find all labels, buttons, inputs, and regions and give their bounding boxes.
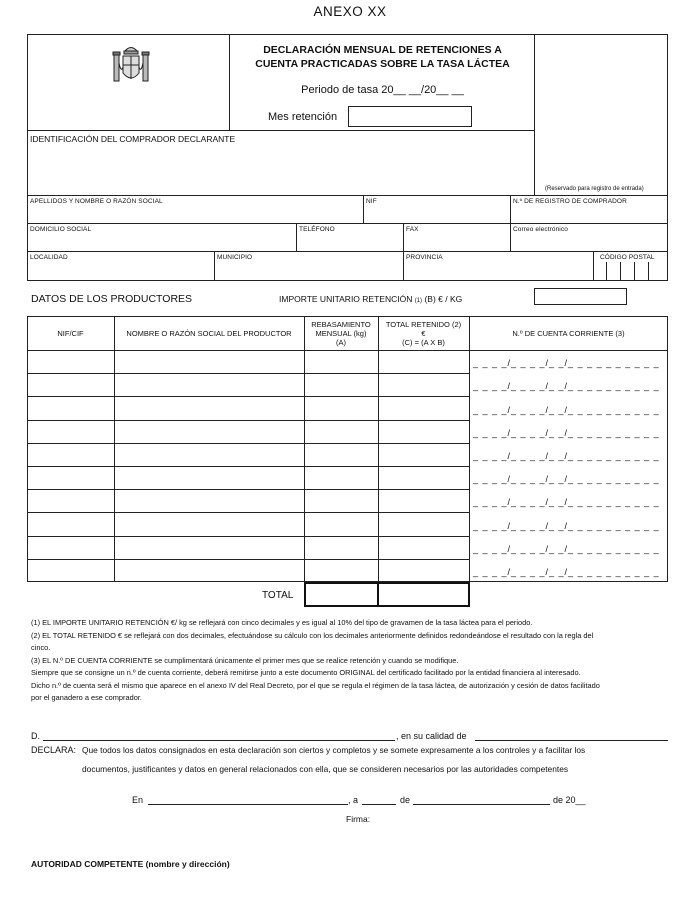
municipality-input[interactable] — [215, 263, 402, 280]
retained-cell[interactable] — [378, 373, 469, 396]
retained-cell[interactable] — [378, 466, 469, 489]
account-number-field[interactable]: _ _ _ _/_ _ _ _/_ _/_ _ _ _ _ _ _ _ _ _ — [473, 497, 660, 508]
account-number-field[interactable]: _ _ _ _/_ _ _ _/_ _/_ _ _ _ _ _ _ _ _ _ — [473, 450, 660, 461]
retained-cell[interactable] — [378, 443, 469, 466]
signature-area[interactable] — [250, 826, 470, 850]
unit-retention-suffix: (B) € / KG — [424, 294, 463, 304]
table-row — [27, 396, 668, 419]
excess-cell[interactable] — [304, 536, 378, 559]
unit-retention-prefix: IMPORTE UNITARIO RETENCIÓN — [279, 294, 413, 304]
table-row — [27, 512, 668, 535]
email-field-label: Correo electrónico — [513, 226, 568, 233]
col-header-excess-l2: MENSUAL (kg) — [315, 329, 367, 338]
declares-line2: documentos, justificantes y datos en general relacionados con ella, que se consideren necesarios por las autoridades competentes — [82, 764, 569, 774]
account-number-field[interactable]: _ _ _ _/_ _ _ _/_ _/_ _ _ _ _ _ _ _ _ _ — [473, 520, 660, 531]
unit-retention-input[interactable] — [534, 288, 627, 305]
month-input[interactable] — [413, 795, 550, 805]
phone-input[interactable] — [297, 235, 402, 250]
note-1: (1) EL IMPORTE UNITARIO RETENCIÓN €/ kg se reflejará con cinco decimales y es igual al 10% del tipo de gravamen de la tasa láctea para el periodo. — [31, 618, 533, 627]
day-label: , a — [348, 795, 359, 805]
retained-cell[interactable] — [378, 536, 469, 559]
registry-input[interactable] — [511, 207, 667, 222]
account-number-field[interactable]: _ _ _ _/_ _ _ _/_ _/_ _ _ _ _ _ _ _ _ _ — [473, 543, 660, 554]
row-rule-3 — [27, 251, 668, 252]
buyer-section-heading: IDENTIFICACIÓN DEL COMPRADOR DECLARANTE — [30, 134, 236, 144]
nif-cell[interactable] — [27, 489, 114, 512]
table-row — [27, 536, 668, 559]
table-row — [27, 443, 668, 466]
table-row — [27, 489, 668, 512]
nif-cell[interactable] — [27, 420, 114, 443]
year-label: de 20__ — [553, 795, 586, 805]
nif-cell[interactable] — [27, 559, 114, 582]
nif-cell[interactable] — [27, 512, 114, 535]
nif-field-label: NIF — [366, 198, 377, 205]
tax-period: Periodo de tasa 20__ __/20__ __ — [301, 84, 464, 96]
capacity-input[interactable] — [475, 731, 668, 741]
reserved-registry-note: (Reservado para registro de entrada) — [545, 186, 644, 192]
note-2b: cinco. — [31, 643, 51, 652]
excess-cell[interactable] — [304, 420, 378, 443]
name-field-label: APELLIDOS Y NOMBRE O RAZÓN SOCIAL — [30, 198, 163, 205]
producer-name-cell[interactable] — [114, 420, 304, 443]
col-header-total-l2: € — [421, 329, 426, 338]
account-number-field[interactable]: _ _ _ _/_ _ _ _/_ _/_ _ _ _ _ _ _ _ _ _ — [473, 427, 660, 438]
producer-name-cell[interactable] — [114, 536, 304, 559]
excess-cell[interactable] — [304, 443, 378, 466]
fax-input[interactable] — [404, 235, 509, 250]
nif-cell[interactable] — [27, 536, 114, 559]
excess-cell[interactable] — [304, 350, 378, 373]
place-input[interactable] — [148, 795, 348, 805]
declares-label: DECLARA: — [31, 745, 77, 755]
name-input[interactable] — [28, 207, 362, 222]
col-header-nif: NIF/CIF — [57, 329, 84, 338]
capacity-label: , en su calidad de — [396, 731, 467, 741]
account-number-field[interactable]: _ _ _ _/_ _ _ _/_ _/_ _ _ _ _ _ _ _ _ _ — [473, 404, 660, 415]
nif-cell[interactable] — [27, 350, 114, 373]
annex-title: ANEXO XX — [313, 4, 387, 19]
total-excess-input[interactable] — [306, 584, 376, 605]
row-rule-2 — [27, 223, 668, 224]
total-retained-input[interactable] — [380, 584, 468, 605]
retained-cell[interactable] — [378, 350, 469, 373]
retained-cell[interactable] — [378, 420, 469, 443]
col-header-excess-l1: REBASAMIENTO — [311, 320, 371, 329]
excess-cell[interactable] — [304, 396, 378, 419]
email-input[interactable] — [511, 235, 667, 250]
table-row — [27, 373, 668, 396]
col-header-total-l1: TOTAL RETENIDO (2) — [385, 320, 462, 329]
postal-code-input[interactable] — [594, 263, 667, 280]
col-header-total — [378, 320, 469, 347]
notes-block — [31, 617, 671, 705]
form-title-line1: DECLARACIÓN MENSUAL DE RETENCIONES A — [263, 44, 502, 56]
province-field-label: PROVINCIA — [406, 254, 443, 261]
excess-cell[interactable] — [304, 373, 378, 396]
nif-cell[interactable] — [27, 373, 114, 396]
col-header-excess — [304, 320, 378, 347]
excess-cell[interactable] — [304, 466, 378, 489]
declarant-name-input[interactable] — [43, 731, 395, 741]
table-row — [27, 420, 668, 443]
col-header-total-l3: (C) = (A X B) — [402, 338, 445, 347]
total-box-divider — [377, 582, 379, 607]
producer-name-cell[interactable] — [114, 396, 304, 419]
account-number-field[interactable]: _ _ _ _/_ _ _ _/_ _/_ _ _ _ _ _ _ _ _ _ — [473, 474, 660, 485]
municipality-field-label: MUNICIPIO — [217, 254, 253, 261]
locality-input[interactable] — [28, 263, 213, 280]
signature-label: Firma: — [346, 814, 371, 824]
note-3: (3) EL N.º DE CUENTA CORRIENTE se cumplimentará únicamente el primer mes que se realice retención y cuando se modifique. — [31, 655, 459, 665]
nif-input[interactable] — [364, 207, 509, 222]
day-input[interactable] — [362, 795, 396, 805]
excess-cell[interactable] — [304, 559, 378, 582]
producer-name-cell[interactable] — [114, 512, 304, 535]
total-label: TOTAL — [262, 590, 294, 601]
retained-cell[interactable] — [378, 396, 469, 419]
locality-field-label: LOCALIDAD — [30, 254, 68, 261]
account-number-field[interactable]: _ _ _ _/_ _ _ _/_ _/_ _ _ _ _ _ _ _ _ _ — [473, 566, 660, 577]
nif-cell[interactable] — [27, 396, 114, 419]
producer-name-cell[interactable] — [114, 559, 304, 582]
table-row — [27, 559, 668, 582]
excess-cell[interactable] — [304, 489, 378, 512]
phone-field-label: TELÉFONO — [299, 226, 335, 233]
account-number-field[interactable]: _ _ _ _/_ _ _ _/_ _/_ _ _ _ _ _ _ _ _ _ — [473, 381, 660, 392]
nif-cell[interactable] — [27, 466, 114, 489]
nif-cell[interactable] — [27, 443, 114, 466]
table-row — [27, 350, 668, 373]
col-header-excess-l3: (A) — [336, 338, 346, 347]
retention-month-label: Mes retención — [268, 111, 338, 123]
fax-field-label: FAX — [406, 226, 419, 233]
competent-authority-heading: AUTORIDAD COMPETENTE (nombre y dirección) — [31, 859, 230, 869]
place-label: En — [132, 795, 144, 805]
declares-line1: Que todos los datos consignados en esta declaración son ciertos y completos y se somete expresamente a los controles y a facilitar los — [82, 745, 586, 755]
producers-section-title: DATOS DE LOS PRODUCTORES — [31, 293, 193, 305]
producer-name-cell[interactable] — [114, 466, 304, 489]
table-row — [27, 466, 668, 489]
producer-name-cell[interactable] — [114, 489, 304, 512]
title-block-bottom-rule — [27, 130, 534, 131]
unit-retention-ref: (1) — [414, 298, 423, 304]
note-2a: (2) EL TOTAL RETENIDO € se reflejará con dos decimales, efectuándose su cálculo con los decimales anteriormente definidos redondeándose el resultado con la regla del — [31, 630, 594, 640]
retained-cell[interactable] — [378, 512, 469, 535]
postal-field-label: CÓDIGO POSTAL — [600, 254, 655, 261]
note-5a: Dicho n.º de cuenta será el mismo que aparece en el anexo IV del Real Decreto, por el que se regula el régimen de la tasa láctea, de autorización y cesión de datos facilitado — [31, 680, 600, 690]
col-header-name: NOMBRE O RAZÓN SOCIAL DEL PRODUCTOR — [126, 329, 292, 338]
retained-cell[interactable] — [378, 559, 469, 582]
address-input[interactable] — [28, 235, 295, 250]
declarant-prefix: D. — [31, 731, 40, 741]
note-5b: por el ganadero a ese comprador. — [31, 693, 142, 702]
excess-cell[interactable] — [304, 512, 378, 535]
form-title-line2: CUENTA PRACTICADAS SOBRE LA TASA LÁCTEA — [255, 58, 510, 70]
of-label: de — [400, 795, 411, 805]
retained-cell[interactable] — [378, 489, 469, 512]
registry-field-label: N.º DE REGISTRO DE COMPRADOR — [513, 198, 627, 205]
retention-month-input[interactable] — [348, 106, 472, 127]
producer-name-cell[interactable] — [114, 443, 304, 466]
note-4: Siempre que se consigne un n.º de cuenta corriente, deberá remitirse junto a este documento ORIGINAL del certificado facilitado por la entidad financiera al interesado. — [31, 668, 581, 677]
coat-of-arms-emblem — [111, 43, 151, 91]
col-header-account: N.º DE CUENTA CORRIENTE (3) — [512, 329, 625, 338]
row-rule-1 — [27, 195, 668, 196]
account-number-field[interactable]: _ _ _ _/_ _ _ _/_ _/_ _ _ _ _ _ _ _ _ _ — [473, 358, 660, 369]
producer-name-cell[interactable] — [114, 350, 304, 373]
producer-name-cell[interactable] — [114, 373, 304, 396]
unit-retention-label — [279, 294, 462, 304]
province-input[interactable] — [404, 263, 592, 280]
address-field-label: DOMICILIO SOCIAL — [30, 226, 92, 233]
